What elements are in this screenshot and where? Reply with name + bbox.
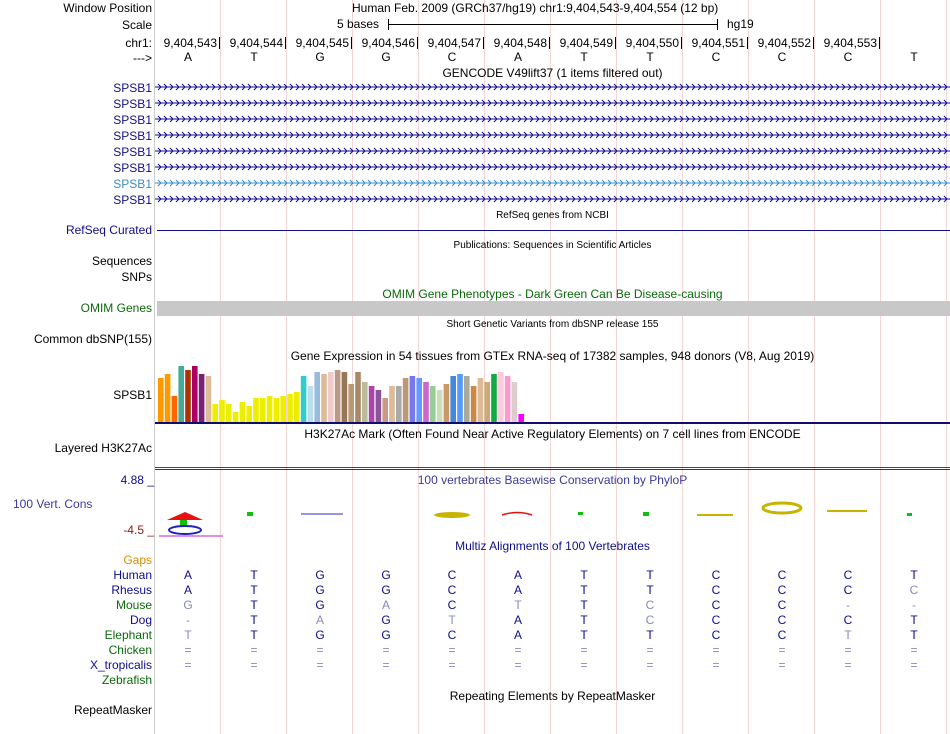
logo-glyph: [907, 513, 912, 516]
alignment-base: T: [580, 628, 588, 642]
gtex-tissue-bar[interactable]: [478, 378, 484, 422]
species-label[interactable]: Zebrafish: [101, 673, 152, 687]
gencode-transcript-label[interactable]: SPSB1: [113, 129, 152, 143]
coordinate-tick: [285, 37, 286, 49]
alignment-base: T: [646, 583, 654, 597]
sequences-label[interactable]: Sequences: [91, 254, 152, 268]
dbsnp-label[interactable]: Common dbSNP(155): [33, 332, 152, 346]
alignment-base: T: [580, 583, 588, 597]
logo-glyph: [763, 503, 801, 513]
alignment-base: =: [580, 658, 588, 672]
logo-glyph-c: [169, 526, 201, 534]
alignment-base: T: [514, 598, 522, 612]
alignment-base: =: [250, 658, 258, 672]
gtex-tissue-bar[interactable]: [267, 396, 273, 422]
gencode-transcript-label[interactable]: SPSB1: [113, 161, 152, 175]
snps-label[interactable]: SNPs: [121, 270, 152, 284]
alignment-base: T: [910, 568, 918, 582]
scale-bar-right-tick: [717, 19, 718, 30]
alignment-base: -: [186, 613, 190, 627]
gtex-tissue-bar[interactable]: [246, 406, 252, 422]
gtex-tissue-bar[interactable]: [396, 386, 402, 422]
omim-feature-bar[interactable]: [157, 301, 950, 316]
coordinate-label: 9,404,547: [427, 36, 481, 50]
alignment-base: C: [447, 598, 457, 612]
omim-label[interactable]: OMIM Genes: [80, 301, 152, 315]
gtex-tissue-bar[interactable]: [491, 374, 497, 422]
gtex-gene-line: [155, 422, 950, 424]
alignment-base: T: [448, 613, 456, 627]
alignment-base: C: [909, 583, 919, 597]
alignment-base: -: [912, 598, 916, 612]
coordinate-tick: [483, 37, 484, 49]
alignment-base: -: [846, 598, 850, 612]
gtex-tissue-bar[interactable]: [457, 374, 463, 422]
alignment-base: C: [645, 598, 655, 612]
gtex-tissue-bar[interactable]: [314, 372, 320, 422]
alignment-base: A: [513, 568, 522, 582]
alignment-base: T: [580, 598, 588, 612]
alignment-base: =: [580, 643, 588, 657]
alignment-base: =: [184, 643, 192, 657]
base-letter: A: [183, 50, 192, 64]
alignment-base: T: [910, 613, 918, 627]
gencode-transcript-label[interactable]: SPSB1: [113, 193, 152, 207]
gtex-tissue-bar[interactable]: [178, 366, 184, 422]
alignment-base: C: [447, 583, 457, 597]
alignment-base: =: [778, 643, 786, 657]
alignment-base: =: [250, 643, 258, 657]
alignment-base: =: [514, 658, 522, 672]
alignment-base: G: [315, 583, 325, 597]
logo-glyph-a: [167, 512, 203, 520]
h3k27ac-track-title: H3K27Ac Mark (Often Found Near Active Regulatory Elements) on 7 cell lines from ENCODE: [304, 427, 801, 441]
gtex-tissue-bar[interactable]: [376, 390, 382, 422]
cons-min-label: -4.5 _: [123, 523, 154, 537]
species-label[interactable]: Rhesus: [111, 583, 152, 597]
species-label[interactable]: Chicken: [108, 643, 152, 657]
alignment-base: T: [844, 628, 852, 642]
alignment-base: A: [381, 598, 390, 612]
gtex-tissue-bar[interactable]: [437, 390, 443, 422]
gtex-tissue-bar[interactable]: [192, 366, 198, 422]
alignment-base: =: [844, 658, 852, 672]
logo-glyph: [502, 513, 532, 516]
gtex-tissue-bar[interactable]: [233, 412, 239, 422]
alignment-base: C: [447, 568, 457, 582]
alignment-base: C: [711, 598, 721, 612]
dbsnp-track-title: Short Genetic Variants from dbSNP release 155: [446, 319, 659, 330]
alignment-base: A: [513, 613, 522, 627]
alignment-base: C: [645, 613, 655, 627]
alignment-base: G: [381, 628, 391, 642]
coordinate-label: 9,404,543: [163, 36, 217, 50]
gaps-label: Gaps: [123, 553, 152, 567]
gtex-tissue-bar[interactable]: [206, 376, 212, 422]
gtex-tissue-bar[interactable]: [342, 372, 348, 422]
multiz-track-title: Multiz Alignments of 100 Vertebrates: [455, 539, 650, 553]
gtex-tissue-bar[interactable]: [444, 384, 450, 422]
conservation-logo[interactable]: [155, 490, 950, 540]
alignment-base: T: [250, 568, 258, 582]
gtex-tissue-bar[interactable]: [274, 398, 280, 422]
alignment-base: =: [316, 643, 324, 657]
species-label[interactable]: Dog: [129, 613, 152, 627]
gencode-transcript-label[interactable]: SPSB1: [113, 145, 152, 159]
gtex-tissue-bar[interactable]: [301, 376, 307, 422]
alignment-base: =: [184, 658, 192, 672]
alignment-base: =: [646, 643, 654, 657]
gtex-tissue-bar[interactable]: [484, 382, 490, 422]
coordinate-label: 9,404,552: [757, 36, 811, 50]
base-letter: T: [910, 50, 918, 64]
alignment-base: =: [910, 658, 918, 672]
alignment-base: =: [514, 643, 522, 657]
repeatmasker-track-title: Repeating Elements by RepeatMasker: [449, 689, 656, 703]
alignment-base: T: [910, 628, 918, 642]
alignment-base: G: [381, 613, 391, 627]
coordinate-tick: [879, 37, 880, 49]
alignment-base: G: [183, 598, 193, 612]
alignment-base: =: [778, 658, 786, 672]
h3k27ac-baseline-1: [155, 467, 950, 468]
gtex-tissue-bar[interactable]: [403, 378, 409, 422]
alignment-base: G: [315, 598, 325, 612]
alignment-base: C: [843, 613, 853, 627]
gtex-tissue-bar[interactable]: [199, 374, 205, 422]
h3k27ac-baseline-2: [155, 469, 950, 470]
alignment-base: =: [382, 658, 390, 672]
coordinate-tick: [747, 37, 748, 49]
repeatmasker-label[interactable]: RepeatMasker: [73, 703, 152, 717]
alignment-base: T: [250, 628, 258, 642]
alignment-base: C: [447, 628, 457, 642]
gencode-transcript-label[interactable]: SPSB1: [113, 113, 152, 127]
species-label[interactable]: Elephant: [104, 628, 152, 642]
gtex-track-title: Gene Expression in 54 tissues from GTEx RNA-seq of 17382 samples, 948 donors (V8, Aug 2019): [290, 349, 815, 363]
alignment-base: =: [316, 658, 324, 672]
alignment-base: =: [646, 658, 654, 672]
gtex-label[interactable]: SPSB1: [113, 388, 152, 402]
logo-glyph: [578, 512, 583, 515]
alignment-base: T: [646, 568, 654, 582]
alignment-base: C: [711, 628, 721, 642]
base-letter: T: [646, 50, 654, 64]
coordinate-label: 9,404,545: [295, 36, 349, 50]
strand-label: --->: [133, 51, 152, 65]
coordinate-tick: [351, 37, 352, 49]
scale-bar-left-tick: [388, 19, 389, 30]
gtex-tissue-bar[interactable]: [335, 370, 341, 422]
base-letter: C: [777, 50, 787, 64]
alignment-base: C: [777, 568, 787, 582]
alignment-base: C: [777, 598, 787, 612]
alignment-base: A: [513, 628, 522, 642]
species-label[interactable]: Mouse: [115, 598, 152, 612]
alignment-base: C: [711, 568, 721, 582]
gtex-tissue-bar[interactable]: [219, 400, 225, 422]
coordinate-tick: [615, 37, 616, 49]
base-letter: G: [381, 50, 391, 64]
gtex-tissue-bar[interactable]: [471, 386, 477, 422]
coordinate-label: 9,404,553: [823, 36, 877, 50]
logo-glyph: [643, 512, 649, 516]
alignment-base: T: [250, 613, 258, 627]
gtex-tissue-bar[interactable]: [308, 386, 314, 422]
chr-label: chr1:: [125, 36, 152, 50]
gtex-tissue-bar[interactable]: [423, 382, 429, 422]
coordinate-tick: [813, 37, 814, 49]
alignment-base: T: [184, 628, 192, 642]
species-label[interactable]: X_tropicalis: [89, 658, 152, 672]
gtex-tissue-bar[interactable]: [362, 382, 368, 422]
alignment-base: =: [712, 643, 720, 657]
conservation-label[interactable]: 100 Vert. Cons: [13, 497, 93, 511]
base-letter: T: [250, 50, 258, 64]
alignment-base: C: [777, 583, 787, 597]
gtex-tissue-bar[interactable]: [498, 372, 504, 422]
refseq-gene-line[interactable]: [157, 230, 950, 231]
refseq-label[interactable]: RefSeq Curated: [65, 223, 152, 237]
publications-track-title: Publications: Sequences in Scientific Articles: [453, 240, 652, 251]
coordinate-label: 9,404,548: [493, 36, 547, 50]
alignment-base: =: [382, 643, 390, 657]
window-position-label: Window Position: [63, 1, 152, 15]
alignment-base: G: [381, 568, 391, 582]
gtex-tissue-bar[interactable]: [253, 398, 259, 422]
gtex-tissue-bar[interactable]: [505, 376, 511, 422]
gtex-tissue-bar[interactable]: [382, 398, 388, 422]
coordinate-tick: [417, 37, 418, 49]
coordinate-tick: [681, 37, 682, 49]
alignment-base: A: [183, 568, 192, 582]
alignment-base: T: [646, 628, 654, 642]
alignment-base: T: [580, 568, 588, 582]
gtex-tissue-bar[interactable]: [280, 396, 286, 422]
alignment-base: C: [711, 583, 721, 597]
gtex-tissue-bar[interactable]: [512, 382, 518, 422]
gtex-tissue-bar[interactable]: [328, 372, 334, 422]
gtex-tissue-bar[interactable]: [158, 378, 164, 422]
coordinate-label: 9,404,550: [625, 36, 679, 50]
gtex-tissue-bar[interactable]: [260, 398, 266, 422]
alignment-base: G: [315, 568, 325, 582]
alignment-base: T: [580, 613, 588, 627]
species-label[interactable]: Human: [113, 568, 152, 582]
gtex-tissue-bar[interactable]: [348, 384, 354, 422]
base-letter: C: [711, 50, 721, 64]
base-letter: A: [513, 50, 522, 64]
base-letter: G: [315, 50, 325, 64]
gtex-tissue-bar[interactable]: [172, 396, 178, 422]
gtex-tissue-bar[interactable]: [212, 404, 218, 422]
gtex-tissue-bar[interactable]: [410, 376, 416, 422]
gtex-tissue-bar[interactable]: [226, 404, 232, 422]
alignment-base: =: [910, 643, 918, 657]
alignment-base: A: [315, 613, 324, 627]
gencode-transcript-label[interactable]: SPSB1: [113, 97, 152, 111]
gtex-tissue-bar[interactable]: [450, 376, 456, 422]
alignment-base: C: [777, 613, 787, 627]
coordinate-label: 9,404,546: [361, 36, 415, 50]
alignment-base: =: [844, 643, 852, 657]
scale-value: 5 bases: [337, 17, 380, 31]
gtex-tissue-bar[interactable]: [464, 376, 470, 422]
gtex-tissue-bar[interactable]: [355, 372, 361, 422]
h3k27ac-label[interactable]: Layered H3K27Ac: [54, 441, 152, 455]
alignment-base: A: [183, 583, 192, 597]
base-letter: T: [580, 50, 588, 64]
alignment-base: C: [843, 583, 853, 597]
gtex-tissue-bar[interactable]: [240, 402, 246, 422]
gtex-tissue-bar[interactable]: [416, 378, 422, 422]
base-letter: C: [843, 50, 853, 64]
alignment-base: A: [513, 583, 522, 597]
alignment-base: G: [315, 628, 325, 642]
logo-glyph: [434, 512, 470, 518]
coordinate-tick: [549, 37, 550, 49]
gtex-tissue-bar[interactable]: [294, 392, 300, 422]
gencode-transcript-label[interactable]: SPSB1: [113, 177, 152, 191]
coordinate-label: 9,404,544: [229, 36, 283, 50]
alignment-base: =: [712, 658, 720, 672]
gtex-tissue-bar[interactable]: [389, 386, 395, 422]
alignment-base: T: [250, 598, 258, 612]
gtex-tissue-bar[interactable]: [185, 370, 191, 422]
gtex-tissue-bar[interactable]: [430, 386, 436, 422]
cons-max-label: 4.88 _: [120, 473, 154, 487]
omim-track-title: OMIM Gene Phenotypes - Dark Green Can Be Disease-causing: [382, 287, 723, 301]
alignment-base: T: [250, 583, 258, 597]
conservation-track-title: 100 vertebrates Basewise Conservation by PhyloP: [417, 473, 688, 487]
gtex-expression-bars[interactable]: [157, 362, 537, 422]
coordinate-label: 9,404,551: [691, 36, 745, 50]
gencode-track-title: GENCODE V49lift37 (1 items filtered out): [442, 66, 663, 80]
alignment-base: C: [843, 568, 853, 582]
coordinate-tick: [219, 37, 220, 49]
scale-db: hg19: [727, 17, 754, 31]
coordinate-label: 9,404,549: [559, 36, 613, 50]
scale-label: Scale: [121, 18, 152, 32]
base-letter: C: [447, 50, 457, 64]
logo-glyph: [247, 512, 253, 516]
gencode-transcript-label[interactable]: SPSB1: [113, 81, 152, 95]
window-position-value: Human Feb. 2009 (GRCh37/hg19) chr1:9,404,543-9,404,554 (12 bp): [352, 1, 719, 15]
alignment-base: =: [448, 658, 456, 672]
scale-bar: [388, 24, 718, 25]
gtex-tissue-bar[interactable]: [369, 386, 375, 422]
alignment-base: G: [381, 583, 391, 597]
gtex-tissue-bar[interactable]: [321, 374, 327, 422]
refseq-track-title: RefSeq genes from NCBI: [496, 210, 609, 221]
gtex-tissue-bar[interactable]: [165, 374, 171, 422]
gencode-transcripts[interactable]: [155, 79, 950, 207]
gtex-tissue-bar[interactable]: [287, 394, 293, 422]
alignment-base: C: [777, 628, 787, 642]
alignment-base: C: [711, 613, 721, 627]
gtex-tissue-bar[interactable]: [518, 414, 524, 422]
alignment-base: =: [448, 643, 456, 657]
